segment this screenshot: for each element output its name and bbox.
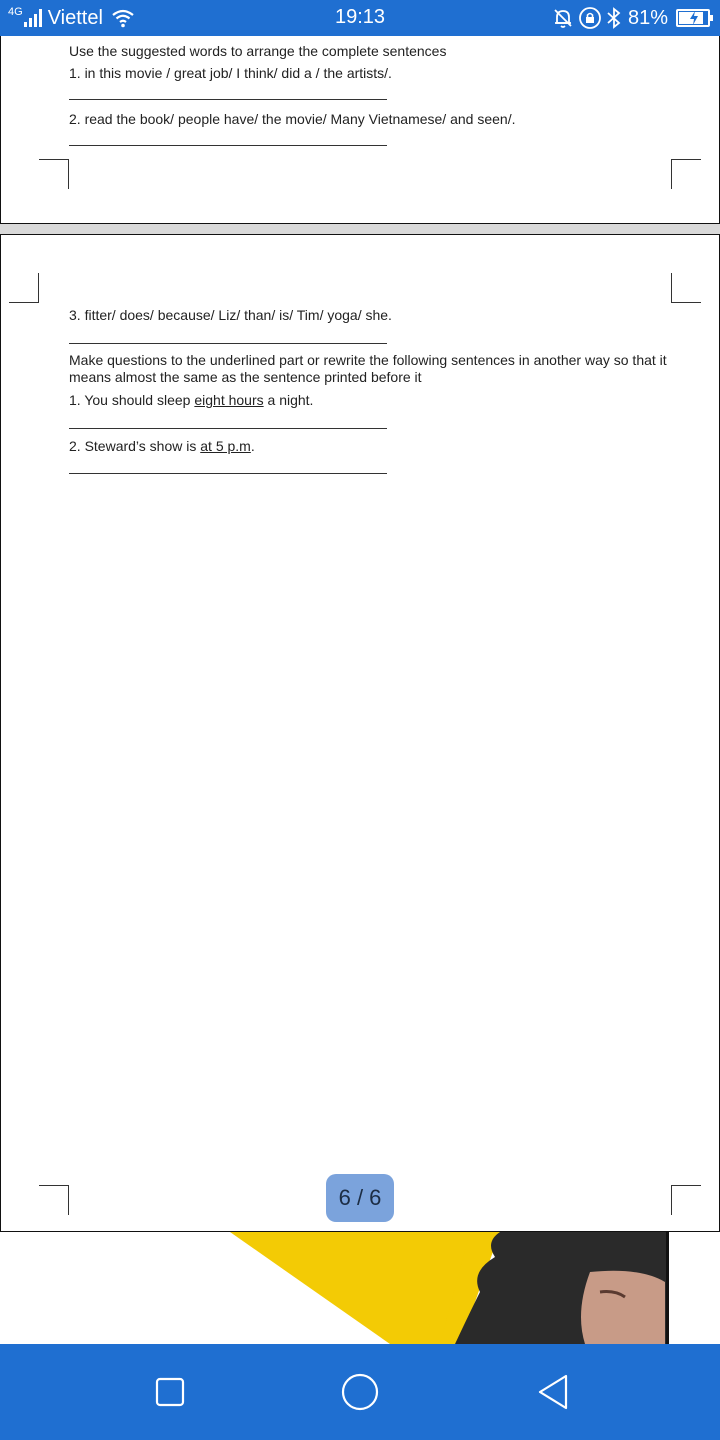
rewrite-2-underlined: at 5 p.m [200, 438, 251, 454]
clock: 19:13 [334, 6, 386, 28]
rewrite-2 [69, 438, 255, 455]
rewrite-1 [69, 392, 313, 409]
bluetooth-icon [606, 6, 622, 30]
rewrite-1-before: 1. You should sleep [69, 392, 195, 408]
crop-mark [671, 273, 701, 303]
status-right [552, 5, 710, 31]
document-viewer[interactable] [0, 36, 720, 1232]
crop-mark [9, 273, 39, 303]
crop-mark [39, 1185, 69, 1215]
battery-charging-icon [676, 9, 710, 27]
page-indicator: 6 / 6 [326, 1174, 394, 1222]
back-icon[interactable] [534, 1372, 574, 1412]
ad-image [0, 1232, 720, 1344]
battery-percent: 81% [627, 6, 668, 29]
answer-line-1 [69, 99, 387, 100]
document-page-5 [0, 36, 720, 224]
instruction-rewrite: Make questions to the underlined part or rewrite the following sentences in another way so that it means almost the same as the sentence printed before it [69, 352, 667, 385]
rewrite-1-after: a night. [263, 392, 314, 408]
alarm-off-icon [552, 7, 574, 29]
crop-mark [671, 159, 701, 189]
answer-line-3 [69, 343, 387, 344]
rewrite-1-underlined: eight hours [194, 392, 264, 408]
answer-line-r1 [69, 428, 387, 429]
home-icon[interactable] [340, 1372, 380, 1412]
question-3: 3. fitter/ does/ because/ Liz/ than/ is/ Tim/ yoga/ she. [69, 307, 392, 323]
network-type: 4G [8, 6, 23, 18]
navigation-bar [0, 1344, 720, 1440]
crop-mark [671, 1185, 701, 1215]
rewrite-2-before: 2. Steward’s show is [69, 438, 201, 454]
rotation-lock-icon [578, 6, 602, 30]
bolt-icon [688, 11, 700, 25]
answer-line-2 [69, 145, 387, 146]
answer-line-r2 [69, 473, 387, 474]
question-1: 1. in this movie / great job/ I think/ did a / the artists/. [69, 65, 392, 81]
question-2: 2. read the book/ people have/ the movie/ Many Vietnamese/ and seen/. [69, 111, 516, 127]
carrier-name: Viettel [47, 6, 103, 29]
crop-mark [39, 159, 69, 189]
document-page-6 [0, 234, 720, 1232]
instruction-arrange: Use the suggested words to arrange the complete sentences [69, 43, 447, 59]
ad-banner[interactable] [0, 1232, 720, 1344]
status-bar [0, 0, 720, 36]
rewrite-2-after: . [250, 438, 255, 454]
recent-apps-icon[interactable] [150, 1372, 190, 1412]
